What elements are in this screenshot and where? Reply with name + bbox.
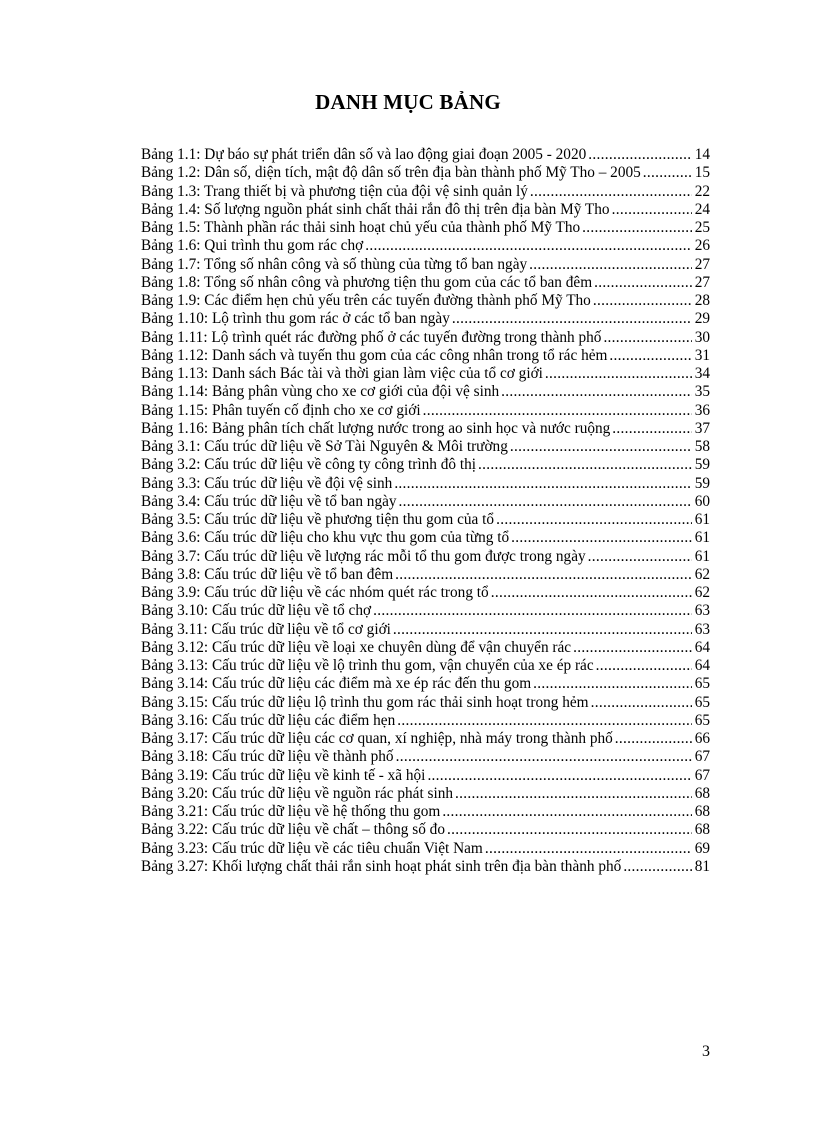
- toc-entry[interactable]: [141, 456, 710, 474]
- toc-entry[interactable]: [141, 475, 710, 493]
- toc-entry[interactable]: [141, 310, 710, 328]
- toc-entry[interactable]: [141, 840, 710, 858]
- toc-entry-page-number: 58: [694, 438, 710, 455]
- toc-entry-page-number: 24: [694, 200, 710, 218]
- toc-entry-page-number: 61: [694, 511, 710, 528]
- dot-leader: [623, 858, 691, 876]
- toc-entry-label: Bảng 3.9: Cấu trúc dữ liệu về các nhóm quét rác trong tổ: [141, 584, 489, 601]
- toc-entry-page-number: 28: [694, 292, 710, 309]
- toc-entry-page-number: 27: [694, 273, 710, 291]
- page-title: DANH MỤC BẢNG: [315, 90, 501, 114]
- toc-entry-page-number: 35: [694, 383, 710, 401]
- dot-leader: [491, 584, 692, 602]
- toc-entry-page-number: 62: [694, 565, 710, 583]
- toc-entry-label: Bảng 1.10: Lộ trình thu gom rác ở các tổ ban ngày: [141, 310, 450, 328]
- toc-entry-page-number: 37: [694, 419, 710, 437]
- toc-entry[interactable]: [141, 529, 710, 547]
- dot-leader: [399, 493, 692, 511]
- toc-entry[interactable]: [141, 748, 710, 766]
- toc-entry-page-number: 63: [694, 602, 710, 620]
- toc-entry-page-number: 68: [694, 821, 710, 839]
- toc-entry-page-number: 65: [694, 693, 710, 711]
- toc-entry-label: Bảng 3.20: Cấu trúc dữ liệu về nguồn rác phát sinh: [141, 784, 454, 802]
- dot-leader: [365, 237, 691, 255]
- toc-entry[interactable]: [141, 201, 710, 219]
- dot-leader: [545, 365, 692, 383]
- dot-leader: [533, 675, 692, 693]
- toc-entry-label: Bảng 3.6: Cấu trúc dữ liệu cho khu vực thu gom của từng tổ: [141, 529, 510, 547]
- toc-entry[interactable]: [141, 712, 710, 730]
- dot-leader: [496, 511, 692, 529]
- toc-entry[interactable]: [141, 347, 710, 365]
- dot-leader: [612, 420, 691, 438]
- toc-entry-label: Bảng 3.1: Cấu trúc dữ liệu về Sở Tài Nguyên & Môi trường: [141, 438, 508, 455]
- toc-entry-page-number: 69: [694, 839, 710, 857]
- toc-entry-page-number: 65: [694, 711, 710, 729]
- toc-entry-label: Bảng 1.13: Danh sách Bác tài và thời gian làm việc của tổ cơ giới: [141, 365, 543, 382]
- toc-entry-page-number: 26: [694, 237, 710, 255]
- dot-leader: [447, 821, 692, 839]
- toc-entry-page-number: 62: [694, 584, 710, 601]
- toc-entry-page-number: 61: [694, 529, 710, 547]
- toc-entry-label: Bảng 1.7: Tổng số nhân công và số thùng của từng tổ ban ngày: [141, 255, 528, 273]
- toc-entry-label: Bảng 3.23: Cấu trúc dữ liệu về các tiêu chuẩn Việt Nam: [141, 839, 483, 857]
- dot-leader: [591, 694, 692, 712]
- toc-entry-page-number: 63: [694, 620, 710, 638]
- toc-entry-page-number: 31: [694, 346, 710, 364]
- toc-entry[interactable]: [141, 292, 710, 310]
- toc-entry-page-number: 29: [694, 310, 710, 328]
- dot-leader: [423, 402, 692, 420]
- toc-entry-label: Bảng 3.8: Cấu trúc dữ liệu về tổ ban đêm: [141, 565, 394, 583]
- dot-leader: [393, 621, 692, 639]
- dot-leader: [612, 201, 692, 219]
- toc-entry-label: Bảng 3.22: Cấu trúc dữ liệu về chất – thông số đo: [141, 821, 445, 839]
- toc-entry-page-number: 68: [694, 803, 710, 820]
- toc-entry-label: Bảng 1.11: Lộ trình quét rác đường phố ở các tuyến đường trong thành phố: [141, 328, 602, 346]
- toc-entry-label: Bảng 3.13: Cấu trúc dữ liệu về lộ trình thu gom, vận chuyển của xe ép rác: [141, 657, 594, 674]
- toc-entry-page-number: 67: [694, 766, 710, 784]
- dot-leader: [396, 748, 692, 766]
- dot-leader: [573, 639, 692, 657]
- dot-leader: [373, 602, 692, 620]
- dot-leader: [603, 329, 691, 347]
- toc-entry[interactable]: [141, 858, 710, 876]
- toc-entry[interactable]: [141, 785, 710, 803]
- toc-entry-page-number: 14: [694, 146, 710, 163]
- toc-entry-page-number: 61: [694, 547, 710, 565]
- toc-entry-label: Bảng 3.14: Cấu trúc dữ liệu các điểm mà xe ép rác đến thu gom: [141, 675, 532, 693]
- toc-entry[interactable]: [141, 402, 710, 420]
- toc-entry-label: Bảng 3.18: Cấu trúc dữ liệu về thành phố: [141, 748, 394, 766]
- toc-entry-page-number: 67: [694, 748, 710, 766]
- toc-entry[interactable]: [141, 675, 710, 693]
- table-of-contents: [141, 146, 710, 876]
- toc-entry[interactable]: [141, 493, 710, 511]
- toc-entry-page-number: 68: [694, 784, 710, 802]
- toc-entry-page-number: 65: [694, 675, 710, 693]
- dot-leader: [395, 566, 692, 584]
- toc-entry[interactable]: [141, 329, 710, 347]
- toc-entry-page-number: 64: [694, 657, 710, 674]
- toc-entry-label: Bảng 3.10: Cấu trúc dữ liệu về tổ chợ: [141, 602, 372, 620]
- toc-entry-page-number: 81: [694, 857, 710, 875]
- dot-leader: [615, 730, 692, 748]
- toc-entry-label: Bảng 3.27: Khối lượng chất thải rắn sinh hoạt phát sinh trên địa bàn thành phố: [141, 857, 622, 875]
- dot-leader: [427, 767, 691, 785]
- dot-leader: [397, 712, 691, 730]
- toc-entry[interactable]: [141, 420, 710, 438]
- dot-leader: [582, 219, 692, 237]
- toc-entry-label: Bảng 1.14: Bảng phân vùng cho xe cơ giới của đội vệ sinh: [141, 383, 500, 401]
- toc-entry-page-number: 66: [694, 730, 710, 747]
- dot-leader: [530, 183, 692, 201]
- toc-entry-label: Bảng 3.19: Cấu trúc dữ liệu về kinh tế - xã hội: [141, 766, 426, 784]
- toc-entry[interactable]: [141, 602, 710, 620]
- toc-entry-label: Bảng 3.12: Cấu trúc dữ liệu về loại xe chuyên dùng để vận chuyển rác: [141, 638, 572, 656]
- toc-entry-label: Bảng 3.2: Cấu trúc dữ liệu về công ty công trình đô thị: [141, 456, 476, 474]
- dot-leader: [478, 456, 692, 474]
- toc-entry[interactable]: [141, 657, 710, 675]
- dot-leader: [529, 256, 692, 274]
- toc-entry-label: Bảng 1.2: Dân số, diện tích, mật độ dân số trên địa bàn thành phố Mỹ Tho – 2005: [141, 164, 641, 182]
- toc-entry[interactable]: [141, 730, 710, 748]
- dot-leader: [452, 310, 692, 328]
- toc-entry[interactable]: [141, 803, 710, 821]
- toc-entry[interactable]: [141, 183, 710, 201]
- dot-leader: [593, 292, 692, 310]
- toc-entry-label: Bảng 3.16: Cấu trúc dữ liệu các điểm hẹn: [141, 711, 396, 729]
- toc-entry-page-number: 30: [694, 328, 710, 346]
- toc-entry-page-number: 60: [694, 492, 710, 510]
- toc-entry[interactable]: [141, 365, 710, 383]
- toc-entry-label: Bảng 1.12: Danh sách và tuyến thu gom của các công nhân trong tổ rác hẻm: [141, 346, 608, 364]
- dot-leader: [594, 274, 692, 292]
- dot-leader: [588, 146, 691, 164]
- toc-entry[interactable]: [141, 584, 710, 602]
- toc-entry[interactable]: [141, 383, 710, 401]
- toc-entry[interactable]: [141, 146, 710, 164]
- dot-leader: [394, 475, 691, 493]
- toc-entry-page-number: 25: [694, 219, 710, 236]
- toc-entry[interactable]: [141, 566, 710, 584]
- toc-entry[interactable]: [141, 821, 710, 839]
- dot-leader: [609, 347, 691, 365]
- dot-leader: [511, 529, 692, 547]
- toc-entry-page-number: 59: [694, 474, 710, 492]
- dot-leader: [588, 548, 692, 566]
- toc-entry[interactable]: [141, 767, 710, 785]
- toc-entry-label: Bảng 3.7: Cấu trúc dữ liệu về lượng rác mỗi tổ thu gom được trong ngày: [141, 547, 586, 565]
- toc-entry[interactable]: [141, 164, 710, 182]
- toc-entry[interactable]: [141, 511, 710, 529]
- toc-entry-label: Bảng 3.3: Cấu trúc dữ liệu về đội vệ sinh: [141, 474, 393, 492]
- dot-leader: [455, 785, 692, 803]
- toc-entry-label: Bảng 3.4: Cấu trúc dữ liệu về tổ ban ngày: [141, 492, 397, 510]
- toc-entry-page-number: 64: [694, 638, 710, 656]
- toc-entry-label: Bảng 1.3: Trang thiết bị và phương tiện của đội vệ sinh quản lý: [141, 182, 528, 200]
- toc-entry-label: Bảng 3.17: Cấu trúc dữ liệu các cơ quan, xí nghiệp, nhà máy trong thành phố: [141, 730, 613, 747]
- dot-leader: [442, 803, 691, 821]
- toc-entry-label: Bảng 1.16: Bảng phân tích chất lượng nước trong ao sinh học và nước ruộng: [141, 419, 611, 437]
- dot-leader: [485, 840, 692, 858]
- toc-entry[interactable]: [141, 621, 710, 639]
- toc-entry-page-number: 36: [694, 401, 710, 419]
- toc-entry-label: Bảng 3.11: Cấu trúc dữ liệu về tổ cơ giới: [141, 620, 391, 638]
- toc-entry[interactable]: [141, 256, 710, 274]
- toc-entry[interactable]: [141, 274, 710, 292]
- toc-entry-label: Bảng 1.6: Qui trình thu gom rác chợ: [141, 237, 364, 255]
- toc-entry-label: Bảng 3.21: Cấu trúc dữ liệu về hệ thống thu gom: [141, 803, 441, 820]
- toc-entry-label: Bảng 1.4: Số lượng nguồn phát sinh chất thải rắn đô thị trên địa bàn Mỹ Tho: [141, 200, 610, 218]
- toc-entry[interactable]: [141, 219, 710, 237]
- dot-leader: [510, 438, 692, 456]
- toc-entry-label: Bảng 1.1: Dự báo sự phát triển dân số và lao động giai đoạn 2005 - 2020: [141, 146, 587, 163]
- dot-leader: [643, 164, 692, 182]
- dot-leader: [501, 383, 692, 401]
- toc-entry-page-number: 22: [694, 182, 710, 200]
- page-number: 3: [702, 1043, 710, 1060]
- toc-entry-label: Bảng 3.15: Cấu trúc dữ liệu lộ trình thu gom rác thải sinh hoạt trong hẻm: [141, 693, 589, 711]
- toc-entry-label: Bảng 3.5: Cấu trúc dữ liệu về phương tiện thu gom của tổ: [141, 511, 495, 528]
- toc-entry-page-number: 59: [694, 456, 710, 474]
- toc-entry-label: Bảng 1.15: Phân tuyến cố định cho xe cơ giới: [141, 401, 421, 419]
- toc-entry-page-number: 27: [694, 255, 710, 273]
- toc-entry[interactable]: [141, 548, 710, 566]
- toc-entry-label: Bảng 1.8: Tổng số nhân công và phương tiện thu gom của các tổ ban đêm: [141, 273, 593, 291]
- toc-entry[interactable]: [141, 639, 710, 657]
- toc-entry[interactable]: [141, 237, 710, 255]
- toc-entry-page-number: 15: [694, 164, 710, 182]
- dot-leader: [596, 657, 692, 675]
- toc-entry-label: Bảng 1.5: Thành phần rác thải sinh hoạt chủ yếu của thành phố Mỹ Tho: [141, 219, 581, 236]
- toc-entry[interactable]: [141, 438, 710, 456]
- toc-entry-page-number: 34: [694, 365, 710, 382]
- toc-entry[interactable]: [141, 694, 710, 712]
- toc-entry-label: Bảng 1.9: Các điểm hẹn chủ yếu trên các tuyến đường thành phố Mỹ Tho: [141, 292, 591, 309]
